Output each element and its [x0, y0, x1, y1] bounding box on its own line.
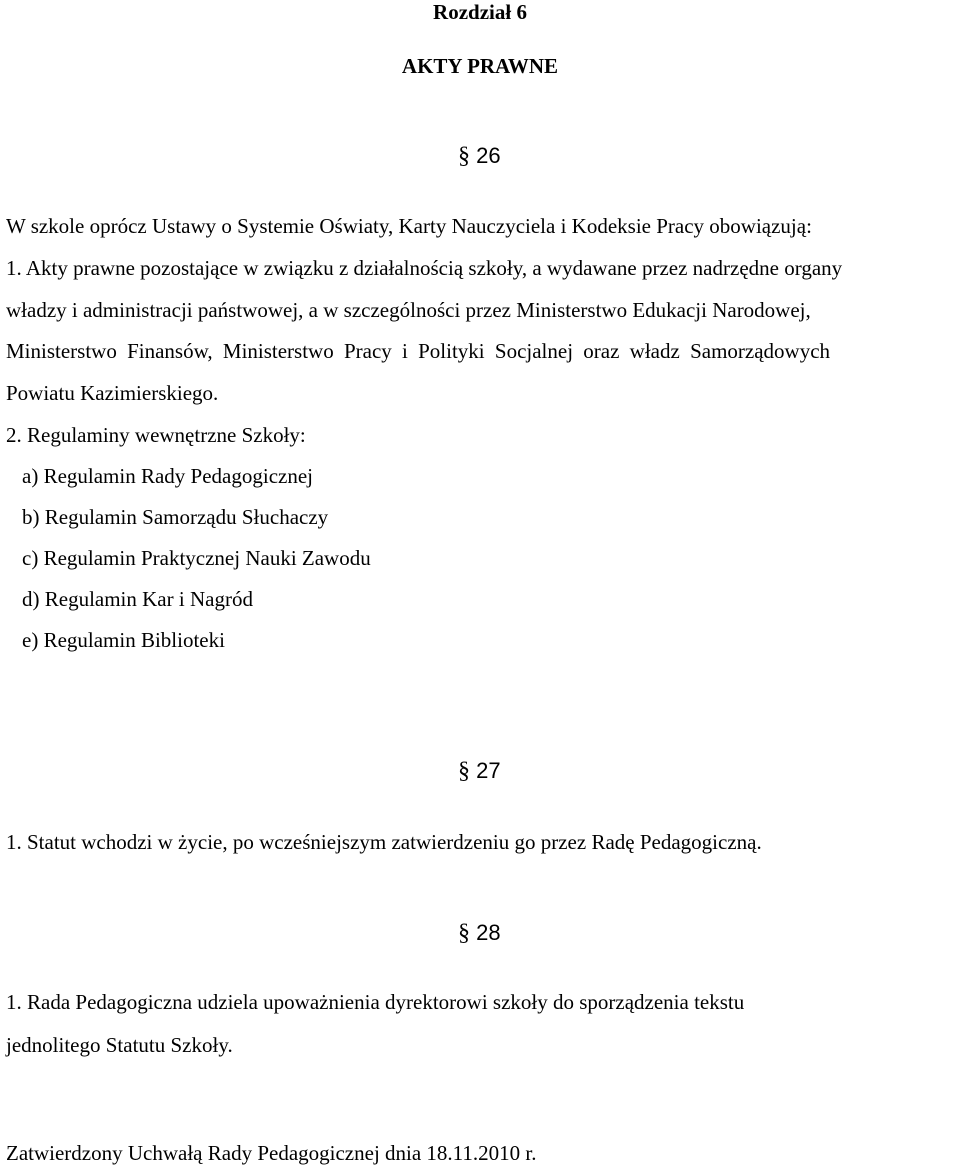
section-26-intro: W szkole oprócz Ustawy o Systemie Oświaty, Karty Nauczyciela i Kodeksie Pracy obowiązują:: [6, 214, 812, 238]
section-28-line1: 1. Rada Pedagogiczna udziela upoważnienia dyrektorowi szkoły do sporządzenia tekstu: [6, 990, 745, 1014]
section-28-line2: jednolitego Statutu Szkoły.: [6, 1033, 233, 1057]
list-item: a) Regulamin Rady Pedagogicznej: [22, 464, 313, 488]
list-item: e) Regulamin Biblioteki: [22, 628, 225, 652]
section-symbol: §: [458, 920, 470, 946]
chapter-subtitle: AKTY PRAWNE: [401, 54, 559, 78]
section-heading-27: [458, 758, 501, 784]
section-symbol: §: [458, 758, 470, 784]
section-number: 28: [476, 920, 501, 945]
section-26-item1-line3: Ministerstwo Finansów, Ministerstwo Pracy i Polityki Socjalnej oraz władz Samorządowych: [6, 339, 831, 363]
list-item: d) Regulamin Kar i Nagród: [22, 587, 253, 611]
approval-note: Zatwierdzony Uchwałą Rady Pedagogicznej dnia 18.11.2010 r.: [6, 1141, 537, 1165]
section-heading-28: [458, 920, 501, 946]
chapter-title: Rozdział 6: [433, 0, 527, 24]
section-number: 27: [476, 758, 501, 783]
list-item: b) Regulamin Samorządu Słuchaczy: [22, 505, 329, 529]
section-heading-26: [458, 143, 501, 169]
section-26-item1-line4: Powiatu Kazimierskiego.: [6, 381, 219, 405]
section-number: 26: [476, 143, 501, 168]
section-27-text: 1. Statut wchodzi w życie, po wcześniejszym zatwierdzeniu go przez Radę Pedagogiczną.: [6, 830, 762, 854]
list-item: c) Regulamin Praktycznej Nauki Zawodu: [22, 546, 371, 570]
section-26-item2: 2. Regulaminy wewnętrzne Szkoły:: [6, 423, 306, 447]
section-symbol: §: [458, 143, 470, 169]
section-26-item1-line2: władzy i administracji państwowej, a w szczególności przez Ministerstwo Edukacji Narodowej,: [6, 298, 811, 322]
section-26-item1-line1: 1. Akty prawne pozostające w związku z działalnością szkoły, a wydawane przez nadrzędne organy: [6, 256, 843, 280]
